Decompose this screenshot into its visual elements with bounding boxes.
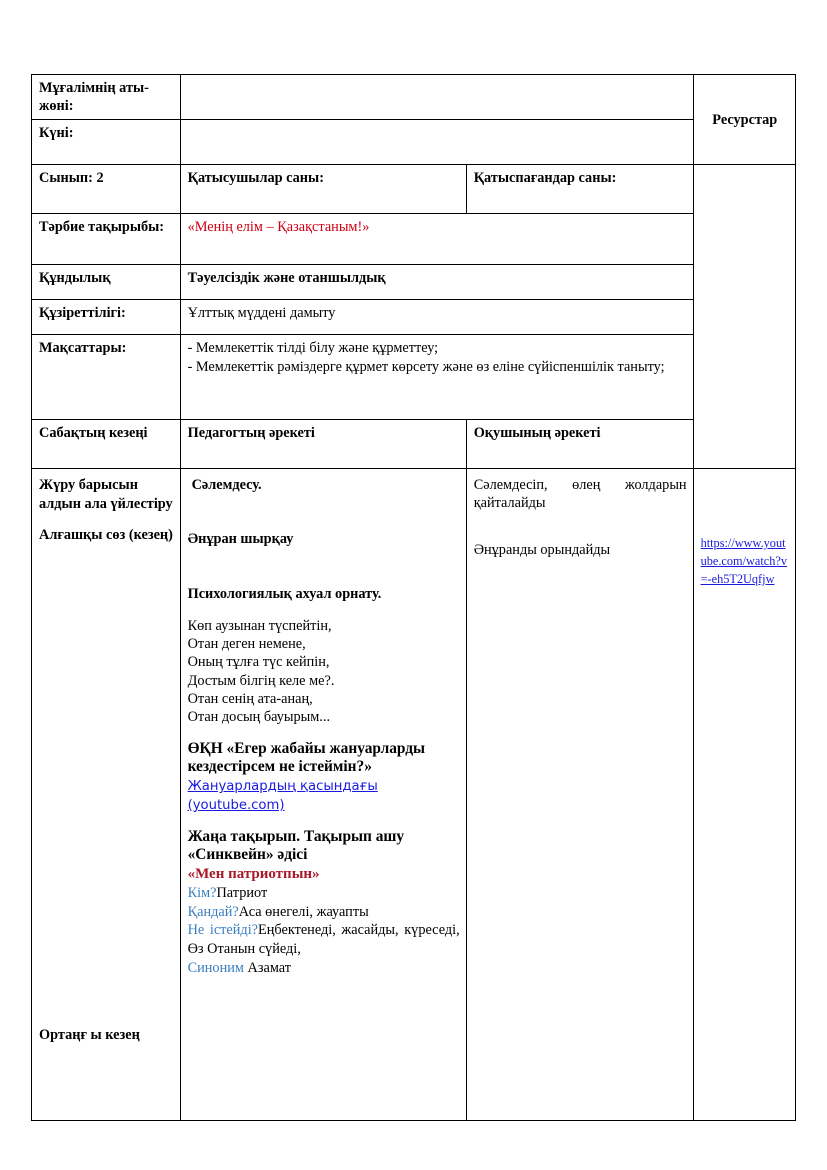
competence-value: Ұлттық мүддені дамыту bbox=[180, 300, 693, 335]
header-teacher-action: Педагогтың әрекеті bbox=[180, 420, 466, 469]
teacher-name-value[interactable] bbox=[180, 75, 693, 120]
sinkvein-row bbox=[188, 903, 460, 922]
teacher-action-cell bbox=[180, 469, 466, 1121]
theme-value: «Менің елім – Қазақстаным!» bbox=[180, 214, 693, 265]
goals-label: Мақсаттары: bbox=[32, 335, 181, 420]
poem-line: Отан деген немене, bbox=[187, 636, 306, 653]
student-action-cell bbox=[466, 469, 693, 1121]
new-topic-heading: Жаңа тақырып. Тақырып ашу «Синквейн» әдісі bbox=[187, 827, 405, 864]
sinkvein-row bbox=[188, 884, 460, 903]
table-row-column-headers bbox=[32, 420, 796, 469]
lesson-plan-table bbox=[31, 74, 796, 1121]
theme-label: Тәрбие тақырыбы: bbox=[32, 214, 181, 265]
poem-line: Достым білгің келе ме?. bbox=[187, 672, 335, 689]
competence-label: Құзіреттілігі: bbox=[32, 300, 181, 335]
student-greeting-response: Сәлемдесіп, өлең жолдарын қайталайды bbox=[473, 477, 687, 512]
date-label: Күні: bbox=[32, 120, 181, 165]
table-row-competence bbox=[32, 300, 796, 335]
okn-heading: ӨҚН «Егер жабайы жануарларды кездестірсем не істеймін?» bbox=[187, 739, 426, 776]
table-row-class bbox=[32, 165, 796, 214]
header-stage: Сабақтың кезеңі bbox=[32, 420, 181, 469]
table-row-goals bbox=[32, 335, 796, 420]
goals-value bbox=[180, 335, 693, 420]
sinkvein-row bbox=[188, 959, 460, 978]
sinkvein-question: Не істейді? bbox=[187, 922, 259, 939]
resources-header: Ресурстар bbox=[693, 75, 795, 165]
stage-first-phase: Жүру барысын алдын ала үйлестіру bbox=[39, 477, 173, 512]
sinkvein-row bbox=[188, 921, 460, 958]
student-anthem-response: Әнұранды орындайды bbox=[473, 541, 611, 558]
header-student-action: Оқушының әрекеті bbox=[466, 420, 693, 469]
participants-label: Қатысушылар саны: bbox=[180, 165, 466, 214]
sinkvein-answer: Азамат bbox=[243, 959, 291, 976]
stage-middle-phase: Ортаңғ ы кезең bbox=[39, 1027, 140, 1044]
sinkvein-question: Кім? bbox=[187, 885, 217, 902]
date-value[interactable] bbox=[180, 120, 693, 165]
poem-line: Көп аузынан түспейтін, bbox=[187, 617, 332, 634]
class-label: Сынып: 2 bbox=[32, 165, 181, 214]
teacher-name-label: Мұғалімнің аты-жөні: bbox=[32, 75, 181, 120]
youtube-url-link[interactable]: https://www.youtube.com/watch?v=-eh5T2Uqfjw bbox=[700, 536, 787, 586]
absent-label: Қатыспағандар саны: bbox=[466, 165, 693, 214]
resource-link-wrap bbox=[701, 535, 789, 588]
poem-line: Отан сенің ата-анаң, bbox=[187, 690, 313, 707]
table-row-lesson-body bbox=[32, 469, 796, 1121]
new-topic-block bbox=[188, 828, 460, 978]
resources-cell-top bbox=[693, 165, 795, 469]
okn-block bbox=[188, 740, 460, 815]
poem-line: Отан досың бауырым... bbox=[187, 709, 331, 726]
okn-youtube-link[interactable]: Жануарлардың қасындағы (youtube.com) bbox=[187, 779, 378, 813]
value-value: Тәуелсіздік және отаншылдық bbox=[180, 265, 693, 300]
table-row-teacher-name bbox=[32, 75, 796, 120]
sinkvein-answer: Аса өнегелі, жауапты bbox=[238, 903, 369, 920]
resources-cell-body bbox=[693, 469, 795, 1121]
table-row-date bbox=[32, 120, 796, 165]
sinkvein-question: Синоним bbox=[187, 959, 244, 976]
sinkvein-question: Қандай? bbox=[187, 903, 239, 920]
greeting-text: Сәлемдесу. bbox=[191, 477, 262, 494]
table-row-value bbox=[32, 265, 796, 300]
sinkvein-answer: Еңбектенеді, жасайды, күреседі, Өз Отанын сүйеді, bbox=[187, 922, 460, 957]
poem-block bbox=[188, 617, 460, 727]
goal-item-1: - Мемлекеттік тілді білу және құрметтеу; bbox=[187, 340, 439, 357]
anthem-text: Әнұран шырқау bbox=[187, 531, 294, 548]
value-label: Құндылық bbox=[32, 265, 181, 300]
sinkvein-title: «Мен патриотпын» bbox=[187, 866, 320, 883]
poem-line: Оның тұлға түс кейпін, bbox=[187, 654, 330, 671]
sinkvein-answer: Патриот bbox=[216, 885, 268, 902]
stage-opening-word: Алғашқы сөз (кезең) bbox=[39, 527, 173, 544]
goal-item-2: - Мемлекеттік рәміздерге құрмет көрсету және өз еліне сүйіспеншілік таныту; bbox=[187, 359, 665, 376]
stage-cell bbox=[32, 469, 181, 1121]
table-row-theme bbox=[32, 214, 796, 265]
psychological-setup-text: Психологиялық ахуал орнату. bbox=[187, 585, 382, 602]
